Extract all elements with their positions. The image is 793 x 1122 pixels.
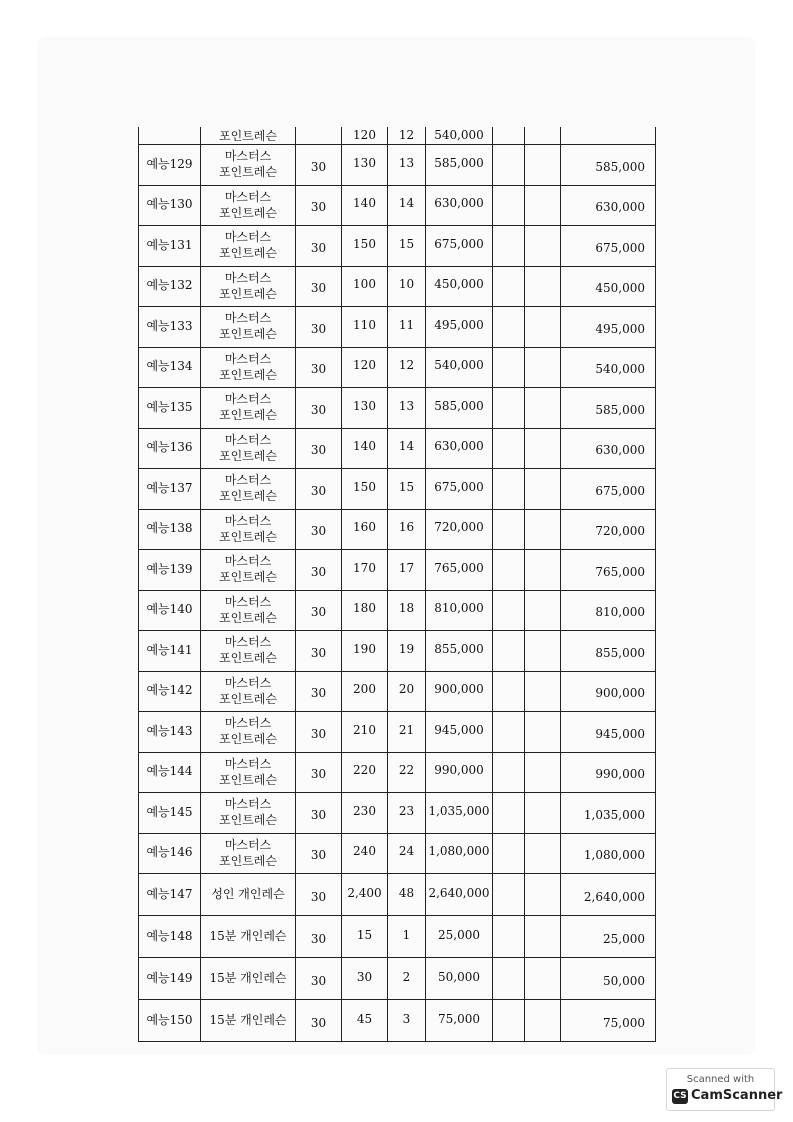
code-cell: 예능142	[139, 671, 201, 712]
qty-cell: 110	[342, 307, 388, 348]
days-cell: 30	[296, 226, 342, 267]
qty-cell: 15	[342, 916, 388, 958]
blank-cell	[493, 127, 525, 145]
amount-cell: 630,000	[426, 428, 493, 469]
course-name-line1: 마스터스	[224, 473, 272, 488]
count-cell: 11	[388, 307, 426, 348]
amount-cell: 450,000	[426, 266, 493, 307]
course-name-line2: 포인트레슨	[219, 853, 277, 868]
total-cell: 990,000	[561, 752, 656, 793]
table-row	[139, 145, 656, 186]
total-cell: 1,035,000	[561, 793, 656, 834]
count-cell: 16	[388, 509, 426, 550]
amount-cell: 50,000	[426, 958, 493, 1000]
count-cell: 10	[388, 266, 426, 307]
blank-cell	[525, 266, 561, 307]
code-cell: 예능129	[139, 145, 201, 186]
table-row	[139, 712, 656, 753]
course-name: 성인 개인레슨	[211, 886, 285, 901]
count-cell: 22	[388, 752, 426, 793]
code-cell: 예능130	[139, 185, 201, 226]
blank-cell	[525, 509, 561, 550]
table-row	[139, 793, 656, 834]
count-cell: 24	[388, 833, 426, 874]
table-row	[139, 550, 656, 591]
amount-cell: 1,080,000	[426, 833, 493, 874]
name-cell	[201, 469, 296, 510]
code-cell: 예능136	[139, 428, 201, 469]
blank-cell	[493, 550, 525, 591]
table-row	[139, 833, 656, 874]
days-cell: 30	[296, 509, 342, 550]
qty-cell: 45	[342, 1000, 388, 1042]
qty-cell: 140	[342, 185, 388, 226]
count-cell: 14	[388, 428, 426, 469]
qty-cell: 180	[342, 590, 388, 631]
name-cell	[201, 833, 296, 874]
days-cell	[296, 127, 342, 145]
blank-cell	[493, 388, 525, 429]
blank-cell	[493, 833, 525, 874]
code-cell: 예능147	[139, 874, 201, 916]
course-name-line2: 포인트레슨	[219, 570, 277, 585]
days-cell: 30	[296, 388, 342, 429]
course-name-line2: 포인트레슨	[219, 367, 277, 382]
course-name-line2: 포인트레슨	[219, 529, 277, 544]
total-cell: 50,000	[561, 958, 656, 1000]
name-cell	[201, 388, 296, 429]
name-cell	[201, 347, 296, 388]
course-name-line2: 포인트레슨	[219, 448, 277, 463]
count-cell: 12	[388, 127, 426, 145]
count-cell: 13	[388, 388, 426, 429]
count-cell: 17	[388, 550, 426, 591]
amount-cell: 675,000	[426, 226, 493, 267]
blank-cell	[525, 590, 561, 631]
days-cell: 30	[296, 671, 342, 712]
total-cell: 810,000	[561, 590, 656, 631]
blank-cell	[493, 347, 525, 388]
code-cell: 예능148	[139, 916, 201, 958]
table-row-continued	[139, 127, 656, 145]
blank-cell	[525, 712, 561, 753]
amount-cell: 1,035,000	[426, 793, 493, 834]
name-cell	[201, 712, 296, 753]
blank-cell	[493, 712, 525, 753]
table-row	[139, 752, 656, 793]
name-cell	[201, 671, 296, 712]
blank-cell	[525, 226, 561, 267]
course-name-line2: 포인트레슨	[219, 691, 277, 706]
total-cell: 675,000	[561, 226, 656, 267]
days-cell: 30	[296, 266, 342, 307]
code-cell: 예능150	[139, 1000, 201, 1042]
name-cell	[201, 145, 296, 186]
amount-cell: 990,000	[426, 752, 493, 793]
code-cell: 예능135	[139, 388, 201, 429]
course-name-line1: 마스터스	[224, 756, 272, 771]
blank-cell	[493, 226, 525, 267]
total-cell: 495,000	[561, 307, 656, 348]
table-row	[139, 266, 656, 307]
qty-cell: 200	[342, 671, 388, 712]
amount-cell: 675,000	[426, 469, 493, 510]
blank-cell	[525, 916, 561, 958]
days-cell: 30	[296, 874, 342, 916]
total-cell: 765,000	[561, 550, 656, 591]
count-cell: 20	[388, 671, 426, 712]
total-cell: 75,000	[561, 1000, 656, 1042]
camscanner-logo-icon: CS	[672, 1089, 688, 1104]
blank-cell	[525, 428, 561, 469]
days-cell: 30	[296, 833, 342, 874]
qty-cell: 160	[342, 509, 388, 550]
code-cell: 예능143	[139, 712, 201, 753]
days-cell: 30	[296, 631, 342, 672]
blank-cell	[525, 833, 561, 874]
count-cell: 18	[388, 590, 426, 631]
amount-cell: 855,000	[426, 631, 493, 672]
course-name-line1: 마스터스	[224, 837, 272, 852]
code-cell: 예능149	[139, 958, 201, 1000]
table-row	[139, 428, 656, 469]
blank-cell	[525, 469, 561, 510]
course-name-line2: 포인트레슨	[219, 286, 277, 301]
code-cell: 예능141	[139, 631, 201, 672]
course-name-line1: 마스터스	[224, 230, 272, 245]
code-cell: 예능144	[139, 752, 201, 793]
course-name-line2: 포인트레슨	[219, 246, 277, 261]
qty-cell: 210	[342, 712, 388, 753]
qty-cell: 170	[342, 550, 388, 591]
total-cell: 945,000	[561, 712, 656, 753]
blank-cell	[525, 307, 561, 348]
amount-cell: 765,000	[426, 550, 493, 591]
days-cell: 30	[296, 1000, 342, 1042]
course-name-line1: 마스터스	[224, 716, 272, 731]
course-name-line1: 마스터스	[224, 149, 272, 164]
table-row	[139, 958, 656, 1000]
total-cell: 450,000	[561, 266, 656, 307]
course-name-line2: 포인트레슨	[219, 489, 277, 504]
blank-cell	[493, 958, 525, 1000]
blank-cell	[525, 671, 561, 712]
blank-cell	[493, 428, 525, 469]
total-cell: 585,000	[561, 388, 656, 429]
total-cell: 720,000	[561, 509, 656, 550]
blank-cell	[493, 509, 525, 550]
total-cell: 630,000	[561, 185, 656, 226]
blank-cell	[493, 916, 525, 958]
count-cell: 23	[388, 793, 426, 834]
table-row	[139, 307, 656, 348]
course-name: 15분 개인레슨	[209, 928, 287, 943]
course-name: 포인트레슨	[219, 129, 277, 144]
amount-cell: 25,000	[426, 916, 493, 958]
blank-cell	[525, 388, 561, 429]
name-cell	[201, 127, 296, 145]
qty-cell: 190	[342, 631, 388, 672]
days-cell: 30	[296, 916, 342, 958]
course-name-line1: 마스터스	[224, 635, 272, 650]
total-cell: 630,000	[561, 428, 656, 469]
blank-cell	[493, 1000, 525, 1042]
code-cell: 예능146	[139, 833, 201, 874]
code-cell: 예능139	[139, 550, 201, 591]
blank-cell	[493, 793, 525, 834]
count-cell: 15	[388, 226, 426, 267]
count-cell: 1	[388, 916, 426, 958]
name-cell	[201, 226, 296, 267]
qty-cell: 130	[342, 388, 388, 429]
blank-cell	[493, 145, 525, 186]
qty-cell: 100	[342, 266, 388, 307]
qty-cell: 230	[342, 793, 388, 834]
blank-cell	[493, 469, 525, 510]
course-name-line1: 마스터스	[224, 311, 272, 326]
course-name-line1: 마스터스	[224, 797, 272, 812]
total-cell: 675,000	[561, 469, 656, 510]
course-name-line1: 마스터스	[224, 675, 272, 690]
total-cell	[561, 127, 656, 145]
qty-cell: 2,400	[342, 874, 388, 916]
amount-cell: 540,000	[426, 127, 493, 145]
days-cell: 30	[296, 752, 342, 793]
name-cell	[201, 631, 296, 672]
count-cell: 14	[388, 185, 426, 226]
name-cell	[201, 874, 296, 916]
code-cell: 예능131	[139, 226, 201, 267]
course-name-line2: 포인트레슨	[219, 408, 277, 423]
course-name-line2: 포인트레슨	[219, 651, 277, 666]
code-cell: 예능137	[139, 469, 201, 510]
days-cell: 30	[296, 712, 342, 753]
course-name-line1: 마스터스	[224, 513, 272, 528]
blank-cell	[493, 631, 525, 672]
course-name-line2: 포인트레슨	[219, 772, 277, 787]
blank-cell	[493, 752, 525, 793]
table-row	[139, 388, 656, 429]
name-cell	[201, 185, 296, 226]
qty-cell: 140	[342, 428, 388, 469]
course-name-line2: 포인트레슨	[219, 813, 277, 828]
qty-cell: 130	[342, 145, 388, 186]
count-cell: 48	[388, 874, 426, 916]
amount-cell: 720,000	[426, 509, 493, 550]
blank-cell	[525, 1000, 561, 1042]
count-cell: 15	[388, 469, 426, 510]
name-cell	[201, 550, 296, 591]
blank-cell	[493, 874, 525, 916]
course-name-line1: 마스터스	[224, 351, 272, 366]
table-row	[139, 671, 656, 712]
count-cell: 21	[388, 712, 426, 753]
days-cell: 30	[296, 145, 342, 186]
days-cell: 30	[296, 590, 342, 631]
days-cell: 30	[296, 469, 342, 510]
course-name-line1: 마스터스	[224, 392, 272, 407]
code-cell: 예능140	[139, 590, 201, 631]
table-row	[139, 509, 656, 550]
name-cell	[201, 590, 296, 631]
qty-cell: 150	[342, 469, 388, 510]
qty-cell: 240	[342, 833, 388, 874]
name-cell	[201, 307, 296, 348]
total-cell: 25,000	[561, 916, 656, 958]
name-cell	[201, 428, 296, 469]
blank-cell	[525, 874, 561, 916]
count-cell: 13	[388, 145, 426, 186]
total-cell: 585,000	[561, 145, 656, 186]
blank-cell	[525, 958, 561, 1000]
amount-cell: 2,640,000	[426, 874, 493, 916]
course-name-line1: 마스터스	[224, 189, 272, 204]
blank-cell	[493, 671, 525, 712]
amount-cell: 585,000	[426, 388, 493, 429]
table-row	[139, 347, 656, 388]
table-row	[139, 185, 656, 226]
badge-caption: Scanned with	[686, 1074, 755, 1085]
amount-cell: 810,000	[426, 590, 493, 631]
code-cell: 예능138	[139, 509, 201, 550]
name-cell	[201, 1000, 296, 1042]
days-cell: 30	[296, 793, 342, 834]
course-name: 15분 개인레슨	[209, 1012, 287, 1027]
blank-cell	[493, 590, 525, 631]
days-cell: 30	[296, 550, 342, 591]
total-cell: 540,000	[561, 347, 656, 388]
camscanner-badge	[666, 1068, 783, 1111]
table-row	[139, 874, 656, 916]
qty-cell: 30	[342, 958, 388, 1000]
code-cell	[139, 127, 201, 145]
badge-brand: CamScanner	[691, 1088, 783, 1103]
qty-cell: 150	[342, 226, 388, 267]
code-cell: 예능134	[139, 347, 201, 388]
name-cell	[201, 793, 296, 834]
blank-cell	[493, 185, 525, 226]
course-name-line2: 포인트레슨	[219, 610, 277, 625]
count-cell: 3	[388, 1000, 426, 1042]
days-cell: 30	[296, 347, 342, 388]
course-name-line1: 마스터스	[224, 270, 272, 285]
table-row	[139, 590, 656, 631]
fee-table	[138, 127, 656, 1042]
code-cell: 예능132	[139, 266, 201, 307]
course-name-line1: 마스터스	[224, 432, 272, 447]
blank-cell	[525, 631, 561, 672]
course-name: 15분 개인레슨	[209, 970, 287, 985]
blank-cell	[525, 347, 561, 388]
amount-cell: 75,000	[426, 1000, 493, 1042]
name-cell	[201, 958, 296, 1000]
blank-cell	[525, 550, 561, 591]
code-cell: 예능145	[139, 793, 201, 834]
table-row	[139, 631, 656, 672]
name-cell	[201, 266, 296, 307]
blank-cell	[525, 145, 561, 186]
blank-cell	[525, 185, 561, 226]
amount-cell: 540,000	[426, 347, 493, 388]
count-cell: 2	[388, 958, 426, 1000]
total-cell: 855,000	[561, 631, 656, 672]
total-cell: 900,000	[561, 671, 656, 712]
blank-cell	[493, 266, 525, 307]
amount-cell: 945,000	[426, 712, 493, 753]
name-cell	[201, 752, 296, 793]
blank-cell	[493, 307, 525, 348]
table-row	[139, 469, 656, 510]
table-row	[139, 1000, 656, 1042]
course-name-line1: 마스터스	[224, 554, 272, 569]
days-cell: 30	[296, 307, 342, 348]
code-cell: 예능133	[139, 307, 201, 348]
blank-cell	[525, 752, 561, 793]
days-cell: 30	[296, 428, 342, 469]
amount-cell: 630,000	[426, 185, 493, 226]
table-row	[139, 916, 656, 958]
qty-cell: 120	[342, 347, 388, 388]
total-cell: 1,080,000	[561, 833, 656, 874]
table-row	[139, 226, 656, 267]
amount-cell: 585,000	[426, 145, 493, 186]
blank-cell	[525, 127, 561, 145]
name-cell	[201, 916, 296, 958]
course-name-line2: 포인트레슨	[219, 327, 277, 342]
course-name-line1: 마스터스	[224, 594, 272, 609]
course-name-line2: 포인트레슨	[219, 732, 277, 747]
count-cell: 12	[388, 347, 426, 388]
days-cell: 30	[296, 185, 342, 226]
name-cell	[201, 509, 296, 550]
course-name-line2: 포인트레슨	[219, 165, 277, 180]
qty-cell: 120	[342, 127, 388, 145]
amount-cell: 900,000	[426, 671, 493, 712]
days-cell: 30	[296, 958, 342, 1000]
qty-cell: 220	[342, 752, 388, 793]
blank-cell	[525, 793, 561, 834]
amount-cell: 495,000	[426, 307, 493, 348]
total-cell: 2,640,000	[561, 874, 656, 916]
course-name-line2: 포인트레슨	[219, 205, 277, 220]
count-cell: 19	[388, 631, 426, 672]
